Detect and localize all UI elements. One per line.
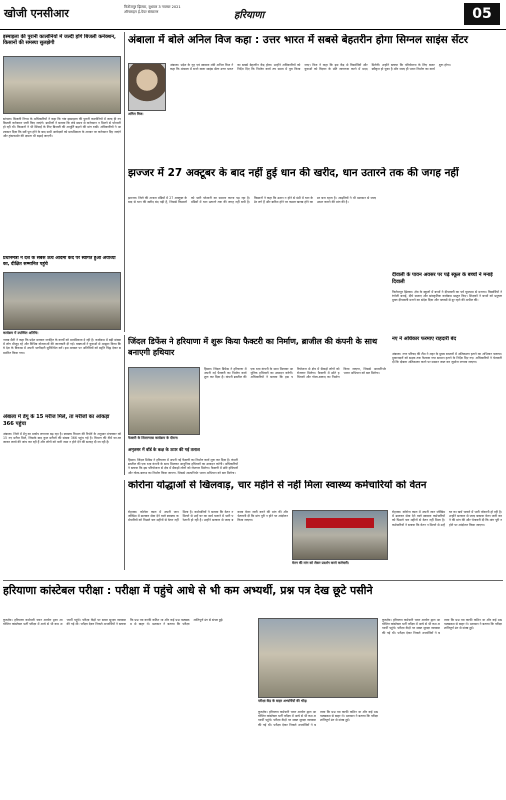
left-third-headline: अंबाला में डेंगू के 15 मरीज मिले, ता मरीजों का आंकड़ा 366 पहुंचा bbox=[3, 414, 110, 427]
section-title: हरियाणा bbox=[234, 10, 265, 21]
story3-body: हिसार। जिंदल डिफेंस ने हरियाणा में अपनी नई फैक्टरी का निर्माण कार्य शुरू कर दिया है। कंपनी ब्राजील की एक रक्षा कंपनी के साथ मिलकर आधुनिक हथियारों का उत्पादन करेगी। अधिकारियों ने बताया कि इस परियोजना से क्षेत्र में सैकड़ों लोगों को रोजगार मिलेगा। फैक्टरी में छोटे हथियारों और गोला-बारूद का निर्माण किया जाएगा, जिससे आत्मनिर्भर भारत अभियान को बल मिलेगा। bbox=[204, 367, 386, 380]
story5-headline: हरियाणा कांस्टेबल परीक्षा : परीक्षा में पहुंचे आधे से भी कम अभ्यर्थी, प्रश्न पत्र देख छूटे पसीने bbox=[3, 584, 373, 597]
story3-caption: फैक्टरी के शिलान्यास कार्यक्रम के दौरान। bbox=[128, 436, 179, 440]
right-top-body: फिरोजपुर झिरका। क्षेत्र के स्कूलों में बच्चों ने दीपावली का पर्व धूमधाम से मनाया। विद्यार्थियों ने रंगोली बनाई, दीये सजाए और सांस्कृतिक कार्यक्रम प्रस्तुत किए। शिक्षकों ने बच्चों को प्रदूषण मुक्त दीपावली मनाने का संदेश दिया और पटाखों से दूर रहने की अपील की। bbox=[392, 290, 502, 303]
story2-body: झज्जर। जिले की अनाज मंडियों में 27 अक्टूबर के बाद से धान की खरीद बंद पड़ी है, जिससे किसानों को भारी परेशानी का सामना करना पड़ रहा है। मंडियों में धान उतारने तक की जगह नहीं बची है। किसानों ने कहा कि उठान न होने से मंडी में धान के ढेर लगे हैं और बारिश होने पर फसल खराब होने का डर बना रहता है। आढ़तियों ने भी प्रशासन से जल्द उठान कराने की मांग की है। bbox=[128, 196, 376, 205]
story5-body-cont: कुरुक्षेत्र। हरियाणा कर्मचारी चयन आयोग द्वारा आयोजित कांस्टेबल भर्ती परीक्षा में आधे से भी कम अभ्यर्थी पहुंचे। परीक्षा केंद्रों पर सख्त सुरक्षा व्यवस्था की गई थी। परीक्षा देकर निकले अभ्यर्थियों ने बताया कि प्रश्न पत्र काफी कठिन था और कई प्रश्न पाठ्यक्रम से बाहर थे। प्रशासन ने बताया कि परीक्षा शांतिपूर्ण ढंग से संपन्न हुई। bbox=[258, 710, 378, 727]
lead-portrait bbox=[128, 63, 166, 111]
left-top-headline: इस्माइला की पुरानी कालोनियों में जल्दी होंगे बिजली कनेक्शन, किसानों की समस्या सुलझेगी bbox=[3, 34, 116, 47]
left-third-body: अंबाला। जिले में डेंगू का प्रकोप लगातार बढ़ रहा है। स्वास्थ्य विभाग की रिपोर्ट के अनुसार मंगलवार को 15 नए मरीज मिले, जिसके बाद कुल मरीजों की संख्या 366 पहुंच गई है। विभाग की टीमें घर-घर जाकर लार्वा की जांच कर रही हैं और लोगों को पानी जमा न होने देने की सलाह दी जा रही है। bbox=[3, 432, 121, 445]
story4-body: रोहतक। कोरोना काल में अपनी जान जोखिम में डालकर सेवा देने वाले स्वास्थ्य कर्मचारियों को पिछले चार महीनों से वेतन नहीं मिला है। कर्मचारियों ने बताया कि वेतन न मिलने से उन्हें घर का खर्च चलाने में भारी परेशानी हो रही है। उन्होंने सरकार से जल्द बकाया वेतन जारी करने की मांग की और चेतावनी दी कि मांग पूरी न होने पर आंदोलन किया जाएगा। bbox=[128, 510, 288, 523]
story4-headline: कोरोना योद्धाओं से खिलवाड़, चार महीने से नहीं मिला स्वास्थ्य कर्मचारियों को वेतन bbox=[128, 480, 427, 491]
lead-photo-caption: अनिल विज। bbox=[128, 112, 144, 116]
story5-caption: परीक्षा केंद्र के बाहर अभ्यर्थियों की भीड़। bbox=[258, 699, 308, 703]
left-top-photo bbox=[3, 56, 121, 114]
brand-logo: खोजी एनसीआर bbox=[4, 7, 69, 20]
masthead bbox=[0, 0, 506, 30]
left-second-body: नायब सैनी ने कहा कि प्रदेश सरकार जनहित के कार्यों को प्राथमिकता दे रही है। कार्यक्रम में बड़ी संख्या में लोग मौजूद रहे और विभिन्न योजनाओं की जानकारी दी गई। वक्ताओं ने युवाओं से आह्वान किया कि वे देश के विकास में अपनी भागीदारी सुनिश्चित करें। इस अवसर पर अतिथियों को स्मृति चिह्न देकर सम्मानित किया गया। bbox=[3, 338, 121, 355]
page-number: 05 bbox=[464, 3, 500, 25]
column-divider bbox=[124, 32, 125, 332]
column-divider bbox=[124, 480, 125, 570]
story5-photo bbox=[258, 618, 378, 698]
story-separator bbox=[3, 580, 503, 581]
story3-subheadline: अमृतसर में वॉर्ड के कक्ष के ऊपर की गई तलाश bbox=[128, 447, 200, 452]
story3-body-cont: हिसार। जिंदल डिफेंस ने हरियाणा में अपनी नई फैक्टरी का निर्माण कार्य शुरू कर दिया है। कंपनी ब्राजील की एक रक्षा कंपनी के साथ मिलकर आधुनिक हथियारों का उत्पादन करेगी। अधिकारियों ने बताया कि इस परियोजना से क्षेत्र में सैकड़ों लोगों को रोजगार मिलेगा। फैक्टरी में छोटे हथियारों और गोला-बारूद का निर्माण किया जाएगा, जिससे आत्मनिर्भर भारत अभियान को बल मिलेगा। bbox=[128, 458, 238, 474]
right-mid-body: अंबाला। नगर परिषद की टीम ने शहर के मुख्य बाजारों में अतिक्रमण हटाने का अभियान चलाया। दुकानदारों को सड़क तक फैलाया गया सामान हटाने के निर्देश दिए गए। अधिकारियों ने चेतावनी दी कि दोबारा अतिक्रमण करने पर सामान जब्त कर जुर्माना लगाया जाएगा। bbox=[392, 352, 502, 365]
edition-label: ऑनलाइन ई-पेपर संस्करण bbox=[124, 10, 159, 14]
column-divider bbox=[124, 335, 125, 475]
story2-headline: झज्जर में 27 अक्टूबर के बाद नहीं हुई धान की खरीद, धान उतारने तक की जगह नहीं bbox=[128, 167, 459, 179]
story5-body: कुरुक्षेत्र। हरियाणा कर्मचारी चयन आयोग द्वारा आयोजित कांस्टेबल भर्ती परीक्षा में आधे से भी कम अभ्यर्थी पहुंचे। परीक्षा केंद्रों पर सख्त सुरक्षा व्यवस्था की गई थी। परीक्षा देकर निकले अभ्यर्थियों ने बताया कि प्रश्न पत्र काफी कठिन था और कई प्रश्न पाठ्यक्रम से बाहर थे। प्रशासन ने बताया कि परीक्षा शांतिपूर्ण ढंग से संपन्न हुई। bbox=[3, 618, 224, 627]
story4-caption: वेतन की मांग को लेकर प्रदर्शन करते कर्मचारी। bbox=[292, 561, 350, 565]
story3-headline: जिंदल डिफेंस ने हरियाणा में शुरू किया फैक्टरी का निर्माण, ब्राजील की कंपनी के साथ बनाएगी हथियार bbox=[128, 337, 378, 357]
right-mid-headline: नए ने अधिकार फरमाए राहदारी बंद bbox=[392, 336, 457, 342]
left-second-photo bbox=[3, 272, 121, 330]
edition-date: फिरोजपुर झिरका, बुधवार 3 नवम्बर 2021 bbox=[124, 5, 181, 9]
story5-body-cont2: कुरुक्षेत्र। हरियाणा कर्मचारी चयन आयोग द्वारा आयोजित कांस्टेबल भर्ती परीक्षा में आधे से भी कम अभ्यर्थी पहुंचे। परीक्षा केंद्रों पर सख्त सुरक्षा व्यवस्था की गई थी। परीक्षा देकर निकले अभ्यर्थियों ने बताया कि प्रश्न पत्र काफी कठिन था और कई प्रश्न पाठ्यक्रम से बाहर थे। प्रशासन ने बताया कि परीक्षा शांतिपूर्ण ढंग से संपन्न हुई। bbox=[382, 618, 502, 635]
protest-banner bbox=[306, 518, 374, 528]
story3-photo bbox=[128, 367, 200, 435]
left-top-body: सांपला। बिजली निगम के अधिकारियों ने कहा कि गांव इस्माइला की पुरानी कालोनियों में जल्द ही नए बिजली कनेक्शन जारी किए जाएंगे। ग्रामीणों ने बताया कि लंबे समय से कनेक्शन न मिलने से परेशानी हो रही थी। किसानों ने भी सिंचाई के लिए बिजली की आपूर्ति बढ़ाने की मांग रखी। अधिकारियों ने आश्वासन दिया कि सर्वे पूरा होने के बाद सभी आवेदकों को प्राथमिकता के आधार पर कनेक्शन दिए जाएंगे और ट्रांसफार्मर की क्षमता भी बढ़ाई जाएगी। bbox=[3, 117, 121, 138]
lead-body: अंबाला। प्रदेश के गृह एवं स्वास्थ्य मंत्री अनिल विज ने कहा कि अंबाला में बनने वाला साइंस सेंटर उत्तर भारत का सबसे बेहतरीन केंद्र होगा। उन्होंने अधिकारियों को निर्देश दिए कि निर्माण कार्य तय समय में पूरा किया जाए। विज ने कहा कि इस केंद्र से विद्यार्थियों और युवाओं को विज्ञान के प्रति जागरूक करने में मदद मिलेगी। उन्होंने बताया कि परियोजना के लिए बजट स्वीकृत हो चुका है और जल्द ही भवन निर्माण का कार्य शुरू होगा। bbox=[170, 63, 451, 72]
lead-headline: अंबाला में बोले अनिल विज कहा : उत्तर भारत में सबसे बेहतरीन होगा सिग्नल साइंस सेंटर bbox=[128, 34, 469, 46]
story4-body-cont: रोहतक। कोरोना काल में अपनी जान जोखिम में डालकर सेवा देने वाले स्वास्थ्य कर्मचारियों को पिछले चार महीनों से वेतन नहीं मिला है। कर्मचारियों ने बताया कि वेतन न मिलने से उन्हें घर का खर्च चलाने में भारी परेशानी हो रही है। उन्होंने सरकार से जल्द बकाया वेतन जारी करने की मांग की और चेतावनी दी कि मांग पूरी न होने पर आंदोलन किया जाएगा। bbox=[392, 510, 502, 527]
right-top-headline: दीवाली के पावन अवसर पर पढ़े स्कूल के बच्चों ने मनाई दिवाली bbox=[392, 272, 493, 285]
left-second-headline: प्रधानमंत्री ने देश के सबसे ऊंचे आदमी कद पर स्वागत हुआ अयोध्या का, दीक्षित सम्मानित पहुंचे bbox=[3, 256, 116, 267]
left-second-caption: कार्यक्रम में उपस्थित अतिथि। bbox=[3, 331, 39, 335]
